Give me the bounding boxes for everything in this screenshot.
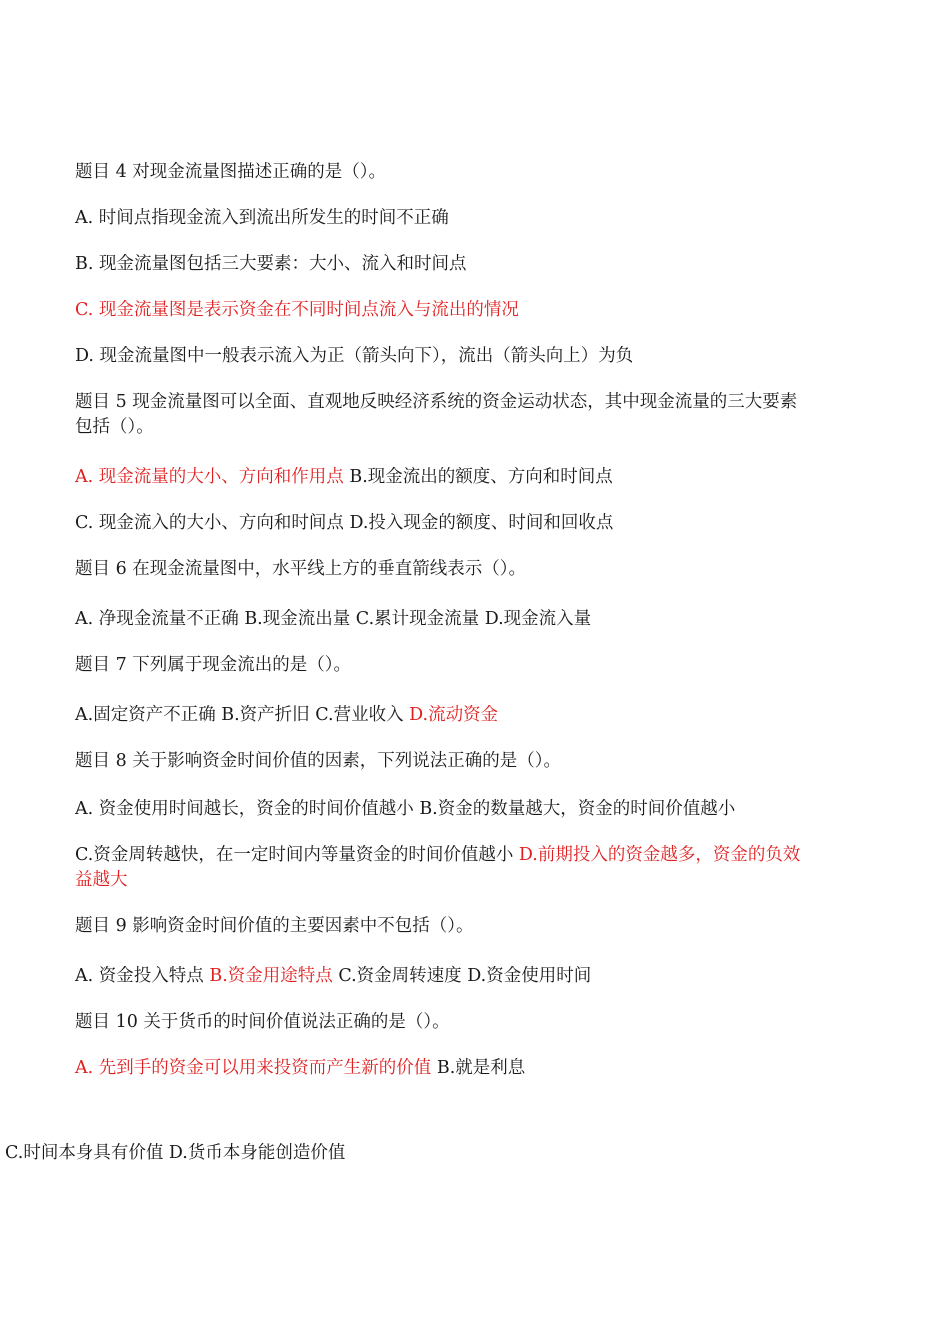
question-10-options-ab xyxy=(75,1056,815,1081)
question-10-option-b: B.就是利息 xyxy=(431,1058,526,1078)
question-4-option-d: D. 现金流量图中一般表示流入为正（箭头向下），流出（箭头向上）为负 xyxy=(75,346,634,366)
question-5-option-b: B.现金流出的额度、方向和时间点 xyxy=(343,467,613,487)
question-9-option-a: A. 资金投入特点 xyxy=(75,966,210,986)
question-9-options xyxy=(75,964,815,989)
question-6-title: 题目 6 在现金流量图中，水平线上方的垂直箭线表示（）。 xyxy=(75,559,527,579)
question-10-options-cd: C.时间本身具有价值 D.货币本身能创造价值 xyxy=(5,1143,346,1163)
question-8-title: 题目 8 关于影响资金时间价值的因素，下列说法正确的是（）。 xyxy=(75,751,562,771)
question-8-option-c: C.资金周转越快，在一定时间内等量资金的时间价值越小 xyxy=(75,845,519,865)
question-7-options xyxy=(75,703,815,728)
question-7-title: 题目 7 下列属于现金流出的是（）。 xyxy=(75,655,352,675)
question-4-option-a: A. 时间点指现金流入到流出所发生的时间不正确 xyxy=(75,208,449,228)
question-7-options-abc: A.固定资产不正确 B.资产折旧 C.营业收入 xyxy=(75,705,410,725)
question-4-option-b: B. 现金流量图包括三大要素：大小、流入和时间点 xyxy=(75,254,467,274)
question-4-title: 题目 4 对现金流量图描述正确的是（）。 xyxy=(75,162,387,182)
question-5-option-a-correct: A. 现金流量的大小、方向和作用点 xyxy=(75,467,344,487)
question-5-options-ab xyxy=(75,465,815,490)
question-7-option-d-correct: D.流动资金 xyxy=(409,705,499,725)
question-9-option-b-correct: B.资金用途特点 xyxy=(209,966,333,986)
question-10-title: 题目 10 关于货币的时间价值说法正确的是（）。 xyxy=(75,1012,450,1032)
question-8-options-ab: A. 资金使用时间越长，资金的时间价值越小 B.资金的数量越大，资金的时间价值越小 xyxy=(75,799,736,819)
question-6-options: A. 净现金流量不正确 B.现金流出量 C.累计现金流量 D.现金流入量 xyxy=(75,609,592,629)
question-5-title: 题目 5 现金流量图可以全面、直观地反映经济系统的资金运动状态，其中现金流量的三大要素包括（）。 xyxy=(75,392,798,437)
question-8-options-cd xyxy=(75,843,810,893)
question-8-option-d-correct: D.前期投入的资金越多，资金的负效益越大 xyxy=(75,845,801,890)
question-4-option-c-correct: C. 现金流量图是表示资金在不同时间点流入与流出的情况 xyxy=(75,300,519,320)
question-5-options-cd: C. 现金流入的大小、方向和时间点 D.投入现金的额度、时间和回收点 xyxy=(75,513,614,533)
question-9-title: 题目 9 影响资金时间价值的主要因素中不包括（）。 xyxy=(75,916,474,936)
question-10-option-a-correct: A. 先到手的资金可以用来投资而产生新的价值 xyxy=(75,1058,432,1078)
question-9-options-cd: C.资金周转速度 D.资金使用时间 xyxy=(332,966,592,986)
